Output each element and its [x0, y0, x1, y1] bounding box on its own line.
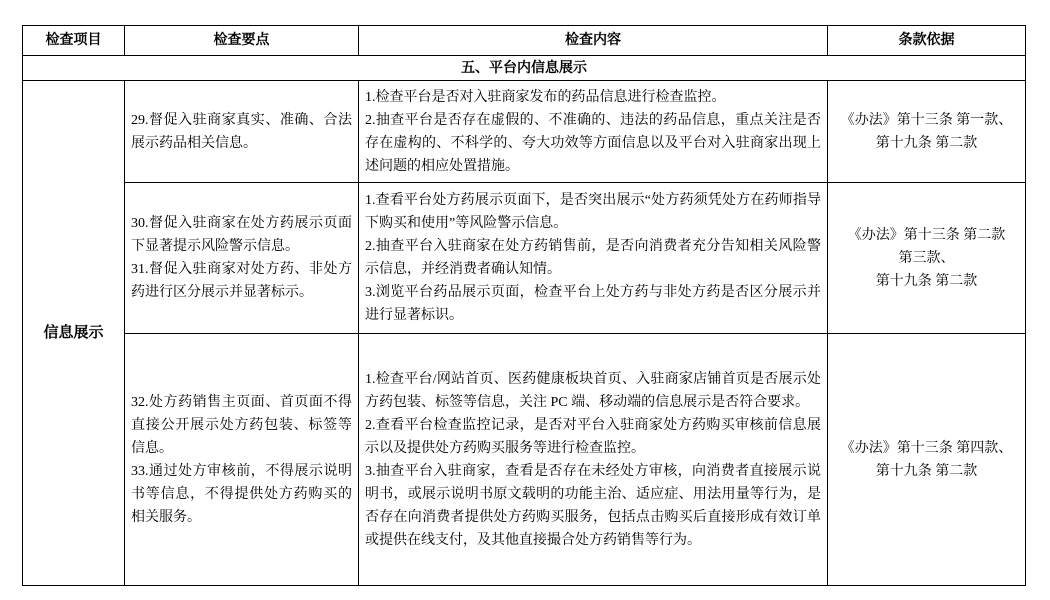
- content-row2-item1: 1.查看平台处方药展示页面下，是否突出展示“处方药须凭处方在药师指导下购买和使用”等风险警示信息。: [365, 193, 821, 231]
- content-cell-row1: [359, 81, 828, 183]
- header-inspection-points: 检查要点: [125, 26, 359, 56]
- point-29: 29.督促入驻商家真实、准确、合法展示药品相关信息。: [131, 112, 352, 151]
- content-row3-item2: 2.查看平台检查监控记录，是否对平台入驻商家处方药购买审核前信息展示以及提供处方药购买服务等进行检查监控。: [365, 417, 821, 456]
- basis-row2-line2: 第三款、: [898, 250, 955, 266]
- content-row1-item1: 1.检查平台是否对入驻商家发布的药品信息进行检查监控。: [365, 89, 726, 105]
- points-cell-row3: [125, 334, 359, 586]
- section-title: 五、平台内信息展示: [23, 56, 1026, 81]
- basis-row2-line3: 第十九条 第二款: [875, 273, 978, 289]
- basis-cell-row1: [828, 81, 1026, 183]
- basis-cell-row3: [828, 334, 1026, 586]
- point-32: 32.处方药销售主页面、首页面不得直接公开展示处方药包装、标签等信息。: [131, 394, 352, 456]
- category-cell: 信息展示: [23, 81, 125, 586]
- section-row: [23, 56, 1026, 81]
- basis-row3-line1: 《办法》第十三条 第四款、第十九条 第二款: [840, 440, 1013, 479]
- points-cell-row1: [125, 81, 359, 183]
- content-row1-item2: 2.抽查平台是否存在虚假的、不准确的、违法的药品信息，重点关注是否存在虚构的、不科学的、夸大功效等方面信息以及平台对入驻商家出现上述问题的相应处置措施。: [365, 112, 821, 174]
- basis-row1-line1: 《办法》第十三条 第一款、第十九条 第二款: [840, 112, 1013, 151]
- point-33: 33.通过处方审核前，不得展示说明书等信息，不得提供处方药购买的相关服务。: [131, 463, 352, 525]
- content-cell-row2: [359, 183, 828, 334]
- table-header-row: [23, 26, 1026, 56]
- content-row3-item3: 3.抽查平台入驻商家，查看是否存在未经处方审核，向消费者直接展示说明书，或展示说明书原文载明的功能主治、适应症、用法用量等行为，是否存在向消费者提供处方药购买服务，包括点击购买后直接形成有效订单或提供在线支付，及其他直接撮合处方药销售等行为。: [365, 463, 821, 548]
- table-row: [23, 334, 1026, 586]
- table-row: [23, 81, 1026, 183]
- table-row: [23, 183, 1026, 334]
- content-cell-row3: [359, 334, 828, 586]
- point-31: 31.督促入驻商家对处方药、非处方药进行区分展示并显著标示。: [131, 262, 352, 300]
- inspection-table: [22, 25, 1026, 586]
- point-30: 30.督促入驻商家在处方药展示页面下显著提示风险警示信息。: [131, 216, 352, 254]
- content-row2-item2: 2.抽查平台入驻商家在处方药销售前，是否向消费者充分告知相关风险警示信息，并经消费者确认知情。: [365, 239, 821, 277]
- content-row3-item1: 1.检查平台/网站首页、医药健康板块首页、入驻商家店铺首页是否展示处方药包装、标签等信息，关注 PC 端、移动端的信息展示是否符合要求。: [365, 371, 821, 410]
- basis-cell-row2: [828, 183, 1026, 334]
- header-inspection-item: 检查项目: [23, 26, 125, 56]
- header-inspection-content: 检查内容: [359, 26, 828, 56]
- header-clause-basis: 条款依据: [828, 26, 1026, 56]
- points-cell-row2: [125, 183, 359, 334]
- content-row2-item3: 3.浏览平台药品展示页面，检查平台上处方药与非处方药是否区分展示并进行显著标识。: [365, 285, 821, 323]
- basis-row2-line1: 《办法》第十三条 第二款: [847, 227, 1006, 243]
